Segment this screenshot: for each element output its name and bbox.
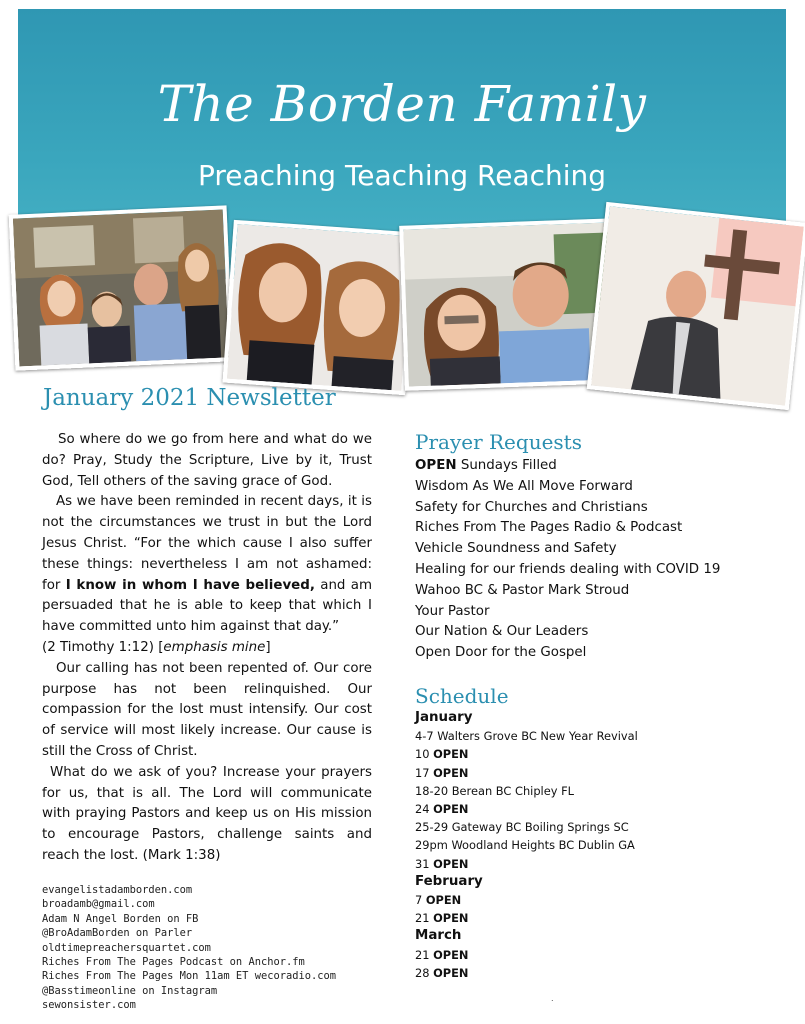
- prayer-open-label: OPEN: [415, 458, 457, 473]
- entry-open: OPEN: [433, 765, 469, 780]
- prayer-item: [415, 456, 785, 477]
- month-march: March: [415, 928, 462, 944]
- month-january: January: [415, 710, 473, 725]
- prayer-item: Our Nation & Our Leaders: [415, 624, 589, 640]
- reference-close: ]: [265, 639, 271, 655]
- entry-date: 24: [415, 802, 434, 817]
- paragraph-2-text: As we have been reminded in recent days, it is not the circumstances we trust in but the Lord Jesus Christ. “For the which cause I also suffer these things: nevertheless I am not ashamed: for: [42, 494, 372, 593]
- couple-photo: [399, 218, 621, 390]
- contact-podcast: Riches From The Pages Podcast on Anchor.fm: [42, 956, 305, 969]
- family-photo: [9, 205, 234, 370]
- entry-date: 17: [415, 765, 434, 780]
- prayer-item: Wahoo BC & Pastor Mark Stroud: [415, 582, 630, 598]
- prayer-item: Your Pastor: [415, 603, 490, 619]
- schedule-entry: 18-20 Berean BC Chipley FL: [415, 783, 574, 798]
- contact-email[interactable]: broadamb@gmail.com: [42, 898, 155, 911]
- entry-date: 21: [415, 911, 434, 926]
- prayer-item: Vehicle Soundness and Safety: [415, 541, 617, 557]
- paragraph-2-text-end: and am persuaded that he is able to keep that which I have committed unto him against that day.”: [42, 577, 372, 635]
- contact-list: [42, 883, 336, 1013]
- entry-date: 28: [415, 965, 434, 980]
- schedule-entry: [415, 964, 785, 982]
- entry-date: 10: [415, 747, 434, 762]
- schedule-entry: [415, 800, 785, 818]
- stray-dot: .: [551, 994, 554, 1003]
- schedule-entry: [415, 745, 785, 763]
- paragraph-2: [42, 492, 372, 638]
- contact-website[interactable]: evangelistadamborden.com: [42, 884, 193, 896]
- schedule-entry: [415, 891, 785, 909]
- schedule-entry: [415, 909, 785, 927]
- prayer-list: [415, 456, 785, 664]
- banner-subtitle: Preaching Teaching Reaching: [197, 159, 607, 192]
- paragraph-2-bold: I know in whom I have believed,: [65, 577, 315, 593]
- contact-sewonsister[interactable]: sewonsister.com: [42, 999, 136, 1012]
- schedule-title: Schedule: [415, 684, 509, 708]
- schedule-entry: 4-7 Walters Grove BC New Year Revival: [415, 729, 638, 744]
- prayer-item-text: Sundays Filled: [456, 458, 557, 473]
- entry-open: OPEN: [433, 911, 469, 926]
- paragraph-3: Our calling has not been repented of. Our core purpose has not been relinquished. Our compassion for the lost must intensify. Our cost of service will most likely increase. Our cause is still the Cross of Christ.: [42, 660, 372, 759]
- schedule-list: [415, 709, 785, 982]
- prayer-requests-title: Prayer Requests: [415, 430, 582, 454]
- paragraph-4: What do we ask of you? Increase your prayers for us, that is all. The Lord will communicate with praying Pastors and keep us on His mission to encourage Pastors, challenge saints and reach the lost. (Mark 1:38): [42, 764, 372, 863]
- prayer-item: Riches From The Pages Radio & Podcast: [415, 520, 683, 536]
- entry-open: OPEN: [433, 856, 469, 871]
- entry-open: OPEN: [433, 802, 469, 817]
- paragraph-1: So where do we go from here and what do we do? Pray, Study the Scripture, Live by it, Trust God, Tell others of the saving grace of God.: [42, 432, 372, 489]
- prayer-item: Safety for Churches and Christians: [415, 499, 648, 515]
- preaching-photo: [587, 202, 805, 410]
- prayer-item: Wisdom As We All Move Forward: [415, 478, 633, 494]
- scripture-reference: [42, 638, 372, 659]
- entry-date: 21: [415, 947, 434, 962]
- month-february: February: [415, 873, 483, 889]
- contact-instagram: @Basstimeonline on Instagram: [42, 984, 218, 997]
- schedule-entry: [415, 764, 785, 782]
- schedule-entry: [415, 946, 785, 964]
- newsletter-body: [42, 430, 372, 867]
- contact-quartet-site[interactable]: oldtimepreachersquartet.com: [42, 941, 211, 954]
- entry-open: OPEN: [433, 965, 469, 980]
- entry-open: OPEN: [433, 747, 469, 762]
- schedule-entry: [415, 855, 785, 873]
- newsletter-title: January 2021 Newsletter: [43, 385, 336, 411]
- entry-open: OPEN: [433, 947, 469, 962]
- daughters-photo: [223, 220, 417, 395]
- schedule-entry: 29pm Woodland Heights BC Dublin GA: [415, 838, 635, 853]
- contact-radio: Riches From The Pages Mon 11am ET wecoradio.com: [42, 970, 337, 983]
- reference-text: (2 Timothy 1:12) [: [42, 639, 164, 655]
- entry-open: OPEN: [425, 893, 462, 908]
- prayer-item: Healing for our friends dealing with COVID 19: [415, 561, 721, 577]
- contact-parler: @BroAdamBorden on Parler: [42, 927, 193, 940]
- prayer-item: Open Door for the Gospel: [415, 645, 587, 661]
- entry-date: 31: [415, 856, 434, 871]
- schedule-entry: 25-29 Gateway BC Boiling Springs SC: [415, 820, 629, 835]
- emphasis-note: emphasis mine: [163, 639, 266, 655]
- banner-title: The Borden Family: [157, 75, 647, 133]
- entry-date: 7: [415, 893, 426, 908]
- contact-facebook: Adam N Angel Borden on FB: [42, 912, 199, 925]
